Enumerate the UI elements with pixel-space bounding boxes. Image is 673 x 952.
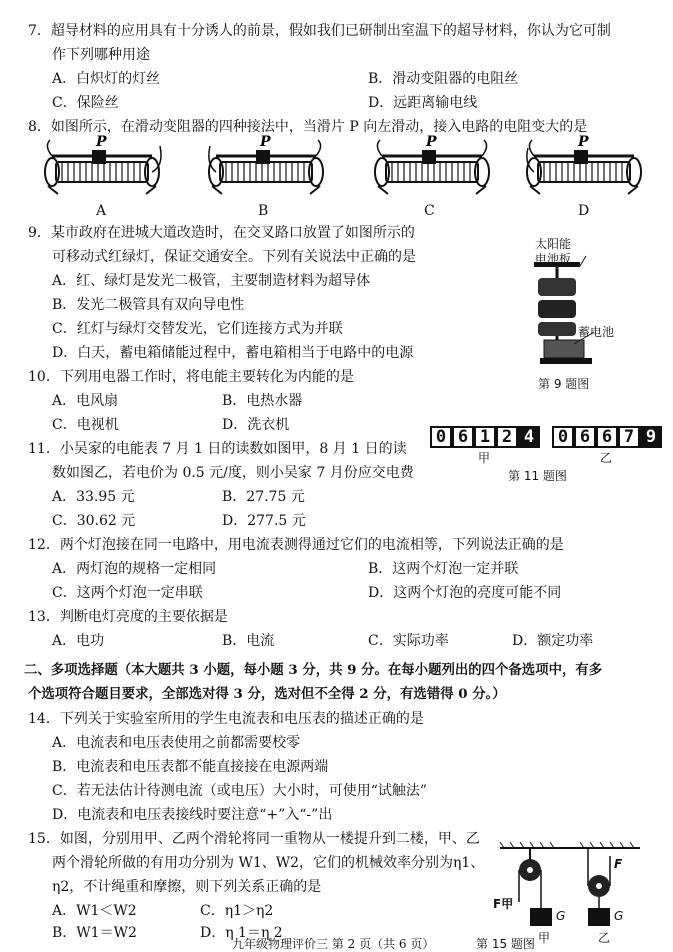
- q15-option-a: A．W1＜W2: [52, 903, 137, 919]
- battery-label: 蓄电池: [578, 325, 615, 339]
- page-footer: 九年级物理评价三 第 2 页（共 6 页）: [232, 937, 435, 951]
- slider-p-label: P: [578, 134, 589, 150]
- q8-figure-label-d: D: [578, 203, 590, 219]
- q12-option-c: C．这两个灯泡一定串联: [52, 585, 203, 601]
- meter-jia-digit: 2: [496, 426, 518, 448]
- q12-stem: 12．两个灯泡接在同一电路中，用电流表测得通过它们的电流相等，下列说法正确的是: [28, 537, 564, 553]
- q7-option-d: D．远距离输电线: [368, 95, 478, 111]
- q14-option-b: B．电流表和电压表都不能直接接在电源两端: [52, 759, 329, 775]
- q11-stem-line2: 数如图乙，若电价为 0.5 元/度，则小吴家 7 月份应交电费: [52, 465, 414, 481]
- force-f-label: F: [614, 857, 623, 871]
- q15-stem-line1: 15．如图，分别用甲、乙两个滑轮将同一重物从一楼提升到二楼，甲、乙: [28, 831, 480, 847]
- solar-panel-label-1: 太阳能: [535, 237, 572, 251]
- q13-option-a: A．电功: [52, 633, 105, 649]
- slider-p-label: P: [426, 134, 437, 150]
- q13-stem: 13．判断电灯亮度的主要依据是: [28, 609, 228, 625]
- q15-option-d: D．η 1＝η 2: [200, 925, 283, 941]
- q13-option-c: C．实际功率: [368, 633, 449, 649]
- q13-option-d: D．额定功率: [512, 633, 594, 649]
- meter-yi-digit: 0: [552, 426, 574, 448]
- q7-stem-line1: 7．超导材料的应用具有十分诱人的前景，假如我们已研制出室温下的超导材料，你认为它可制: [28, 23, 611, 39]
- q11-stem-line1: 11．小吴家的电能表 7 月 1 日的读数如图甲，8 月 1 日的读: [28, 441, 407, 457]
- rheostat-figure-b: [206, 136, 326, 200]
- q8-figure-label-a: A: [96, 203, 107, 219]
- solar-panel-label-2: 电池板: [535, 252, 572, 266]
- slider-p-label: P: [96, 134, 107, 150]
- q9-stem-line2: 可移动式红绿灯，保证交通安全。下列有关说法中正确的是: [52, 249, 416, 265]
- meter-jia-digit: 0: [430, 426, 452, 448]
- q7-option-b: B．滑动变阻器的电阻丝: [368, 71, 519, 87]
- q11-option-a: A．33.95 元: [52, 489, 135, 505]
- q10-stem: 10．下列用电器工作时，将电能主要转化为内能的是: [28, 369, 354, 385]
- meter-yi-label: 乙: [600, 451, 613, 465]
- q8-stem: 8．如图所示，在滑动变阻器的四种接法中，当滑片 P 向左滑动，接入电路的电阻变大的是: [28, 119, 588, 135]
- weight-g-label-yi: G: [614, 909, 624, 923]
- q15-option-b: B．W1＝W2: [52, 925, 137, 941]
- q9-stem-line1: 9．某市政府在进城大道改造时，在交叉路口放置了如图所示的: [28, 225, 415, 241]
- pulley-figure: [490, 846, 650, 928]
- q15-stem-line3: η2，不计绳重和摩擦，则下列关系正确的是: [52, 879, 322, 895]
- q14-option-d: D．电流表和电压表接线时要注意“+”入“-”出: [52, 807, 333, 823]
- q14-stem: 14．下列关于实验室所用的学生电流表和电压表的描述正确的是: [28, 711, 424, 727]
- q12-option-d: D．这两个灯泡的亮度可能不同: [368, 585, 562, 601]
- q11-option-c: C．30.62 元: [52, 513, 136, 529]
- meter-jia-digit: 1: [474, 426, 496, 448]
- rheostat-figure-c: [372, 136, 492, 200]
- q10-option-b: B．电热水器: [222, 393, 303, 409]
- meter-jia-label: 甲: [478, 451, 491, 465]
- q11-option-b: B．27.75 元: [222, 489, 305, 505]
- q15-option-c: C．η1＞η2: [200, 903, 274, 919]
- q9-option-c: C．红灯与绿灯交替发光，它们连接方式为并联: [52, 321, 343, 337]
- q14-option-c: C．若无法估计待测电流（或电压）大小时，可使用“试触法”: [52, 783, 428, 799]
- q12-option-b: B．这两个灯泡一定并联: [368, 561, 519, 577]
- pulley-yi-label: 乙: [598, 931, 611, 945]
- q7-option-a: A．白炽灯的灯丝: [52, 71, 161, 87]
- meter-yi-digit: 9: [640, 426, 662, 448]
- q14-option-a: A．电流表和电压表使用之前都需要校零: [52, 735, 301, 751]
- q8-figure-label-c: C: [424, 203, 435, 219]
- q12-option-a: A．两灯泡的规格一定相同: [52, 561, 217, 577]
- weight-g-label-jia: G: [556, 909, 566, 923]
- meter-yi-digit: 6: [596, 426, 618, 448]
- q9-option-b: B．发光二极管具有双向导电性: [52, 297, 245, 313]
- q10-option-c: C．电视机: [52, 417, 119, 433]
- section2-header-line1: 二、多项选择题（本大题共 3 小题，每小题 3 分，共 9 分。在每小题列出的四个备选项中，有多: [24, 662, 603, 678]
- q8-figure-label-b: B: [258, 203, 269, 219]
- force-f-jia-label: F甲: [493, 897, 514, 911]
- q9-figure-caption: 第 9 题图: [538, 377, 590, 391]
- slider-p-label: P: [260, 134, 271, 150]
- rheostat-figure-d: [524, 136, 644, 200]
- meter-yi-digit: 6: [574, 426, 596, 448]
- q11-option-d: D．277.5 元: [222, 513, 306, 529]
- q15-stem-line2: 两个滑轮所做的有用功分别为 W1、W2，它们的机械效率分别为η1、: [52, 855, 485, 871]
- q7-option-c: C．保险丝: [52, 95, 119, 111]
- q10-option-a: A．电风扇: [52, 393, 119, 409]
- q7-stem-line2: 作下列哪种用途: [52, 47, 150, 63]
- q13-option-b: B．电流: [222, 633, 275, 649]
- q9-option-a: A．红、绿灯是发光二极管，主要制造材料为超导体: [52, 273, 371, 289]
- meter-jia-digit: 4: [518, 426, 540, 448]
- q9-option-d: D．白天，蓄电箱储能过程中，蓄电箱相当于电路中的电源: [52, 345, 414, 361]
- section2-header-line2: 个选项符合题目要求，全部选对得 3 分，选对但不全得 2 分，有选错得 0 分。）: [28, 686, 506, 702]
- pulley-jia-label: 甲: [538, 931, 551, 945]
- q10-option-d: D．洗衣机: [222, 417, 290, 433]
- rheostat-figure-a: [42, 136, 162, 200]
- meter-jia-digit: 6: [452, 426, 474, 448]
- meter-yi-digit: 7: [618, 426, 640, 448]
- q11-figure-caption: 第 11 题图: [508, 469, 567, 483]
- q15-figure-caption: 第 15 题图: [476, 937, 535, 951]
